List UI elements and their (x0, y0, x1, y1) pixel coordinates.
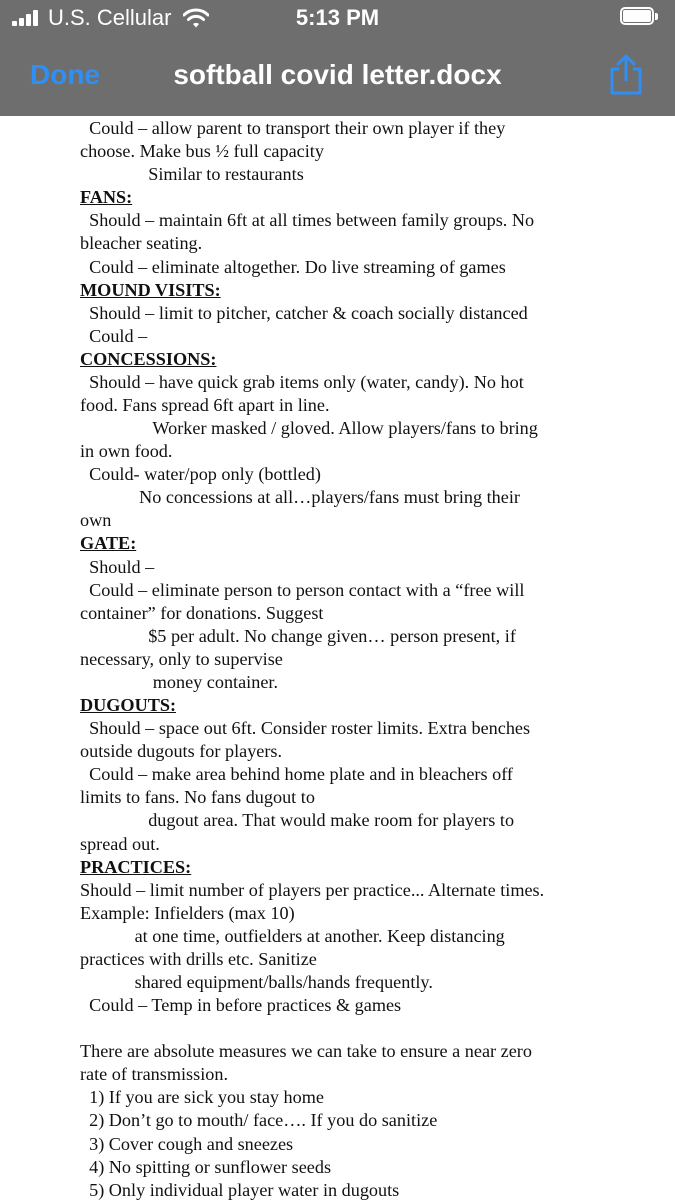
document-line: limits to fans. No fans dugout to (80, 787, 315, 808)
document-line: Could – (80, 325, 148, 346)
done-button[interactable]: Done (30, 59, 100, 90)
document-line: outside dugouts for players. (80, 741, 283, 762)
document-line: at one time, outfielders at another. Keep distancing (80, 925, 505, 946)
document-line: Should – space out 6ft. Consider roster limits. Extra benches (80, 718, 531, 739)
document-line: Could – Temp in before practices & games (80, 995, 402, 1015)
document-line: container” for donations. Suggest (80, 602, 324, 623)
document-line: 5) Only individual player water in dugouts (80, 1179, 400, 1200)
section-heading: FANS: (80, 187, 133, 208)
document-line: own (80, 510, 112, 531)
document-line: rate of transmission. (80, 1064, 228, 1085)
document-line: 1) If you are sick you stay home (80, 1087, 324, 1108)
document-line: Should – maintain 6ft at all times between family groups. No (80, 210, 535, 231)
document-line: Should – limit to pitcher, catcher & coach socially distanced (80, 302, 528, 323)
document-line: Worker masked / gloved. Allow players/fans to bring (80, 418, 538, 438)
section-heading: GATE: (80, 533, 137, 554)
status-bar (0, 0, 675, 38)
document-line: 4) No spitting or sunflower seeds (80, 1156, 332, 1177)
document-line: Should – (80, 556, 155, 577)
document-title: softball covid letter.docx (173, 59, 502, 90)
document-line: There are absolute measures we can take to ensure a near zero (80, 1041, 532, 1062)
section-heading: PRACTICES: (80, 856, 192, 877)
section-heading: DUGOUTS: (80, 695, 176, 715)
document-line: bleacher seating. (80, 233, 203, 254)
document-line: 3) Cover cough and sneezes (80, 1133, 294, 1154)
document-line: in own food. (80, 441, 173, 462)
document-line: $5 per adult. No change given… person present, if (80, 625, 516, 646)
section-heading: CONCESSIONS: (80, 348, 217, 369)
document-line: No concessions at all…players/fans must bring their (80, 487, 520, 508)
document-line: Could – eliminate person to person contact with a “free will (80, 579, 525, 600)
battery-icon (620, 7, 660, 27)
document-line: Similar to restaurants (80, 164, 304, 185)
document-line: Should – have quick grab items only (water, candy). No hot (80, 371, 524, 392)
document-line: dugout area. That would make room for players to (80, 810, 515, 831)
section-heading: MOUND VISITS: (80, 279, 221, 300)
top-bar (0, 0, 675, 116)
document-line: Could – allow parent to transport their own player if they (80, 118, 506, 138)
document-line: Could – make area behind home plate and in bleachers off (80, 764, 513, 785)
document-line: shared equipment/balls/hands frequently. (80, 972, 433, 992)
document-line: Example: Infielders (max 10) (80, 902, 295, 923)
document-line: 2) Don’t go to mouth/ face…. If you do sanitize (80, 1110, 438, 1131)
document-line: money container. (80, 671, 279, 692)
document-line: Could- water/pop only (bottled) (80, 464, 321, 485)
share-icon[interactable] (606, 53, 646, 97)
document-line: necessary, only to supervise (80, 648, 283, 669)
document-line: spread out. (80, 833, 160, 854)
document-line: practices with drills etc. Sanitize (80, 948, 317, 969)
navigation-bar (0, 38, 675, 116)
document-line: choose. Make bus ½ full capacity (80, 141, 324, 162)
carrier-name: U.S. Cellular (48, 5, 172, 30)
document-body (0, 116, 675, 1200)
document-line: food. Fans spread 6ft apart in line. (80, 395, 330, 415)
document-line: Should – limit number of players per practice... Alternate times. (80, 879, 545, 900)
document-line: Could – eliminate altogether. Do live streaming of games (80, 256, 506, 277)
status-time: 5:13 PM (295, 5, 380, 30)
